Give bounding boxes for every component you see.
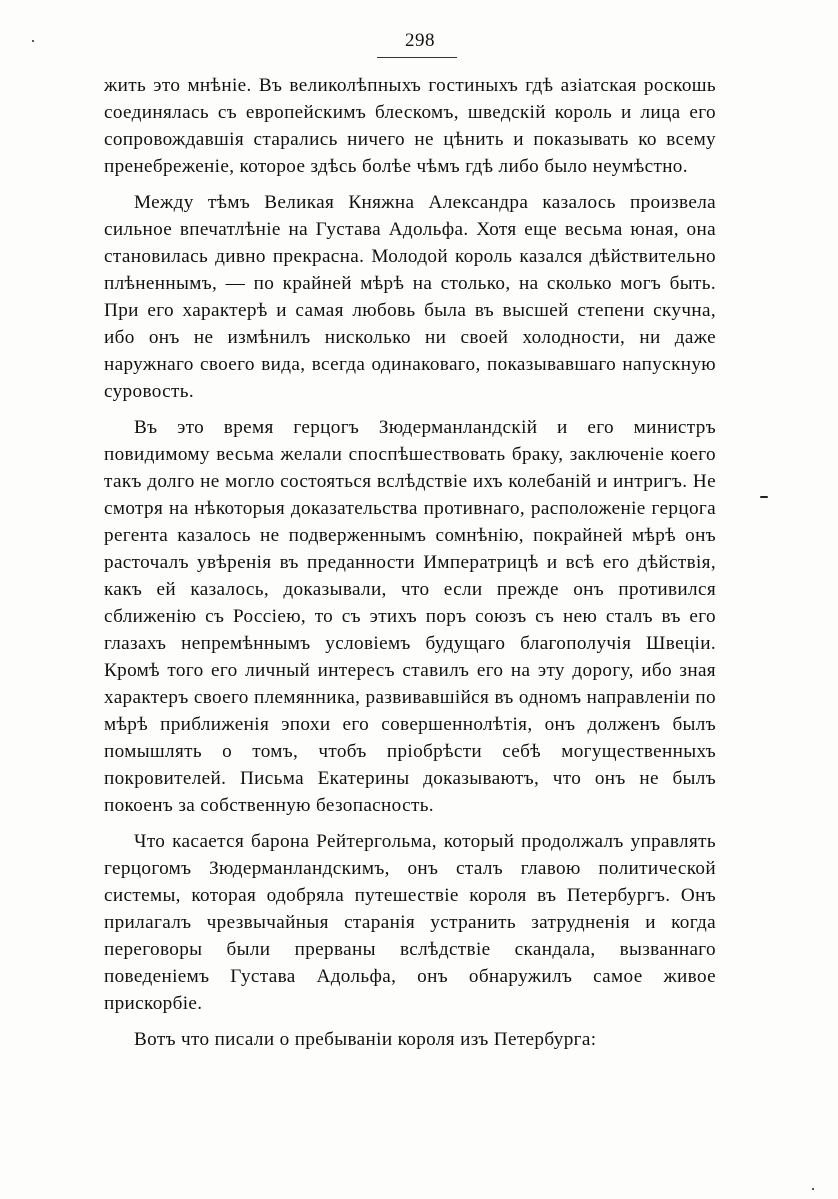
paragraph-1: жить это мнѣніе. Въ великолѣпныхъ гостиныхъ гдѣ азіатская роскошь соединялась съ европейскимъ блескомъ, шведскій король и лица его сопровождавшія старались ничего не цѣнить и показывать ко всему пренебреженіе, которое здѣсь болѣе чѣмъ гдѣ либо было неумѣстно. [104,75,716,177]
body-text [104,72,716,1062]
scan-speck [812,1188,814,1190]
scan-speck [32,40,34,42]
page-number: 298 [405,30,435,51]
scan-speck [760,496,768,498]
paragraph-5: Вотъ что писали о пребываніи короля изъ Петербурга: [134,1029,597,1050]
paragraph-3: Въ это время герцогъ Зюдерманландскій и его министръ повидимому весьма желали споспѣшествовать браку, заключеніе коего такъ долго не могло состояться вслѣдствіе ихъ колебаній и интригъ. Не смотря на нѣкоторыя доказательства противнаго, расположеніе герцога регента казалось не подверженнымъ сомнѣнію, покрайней мѣрѣ онъ расточалъ увѣренія въ преданности Императрицѣ и всѣ его дѣйствія, какъ ей казалось, доказывали, что если прежде онъ противился сближенію съ Россіею, то съ этихъ поръ союзъ съ нею сталъ въ его глазахъ непремѣннымъ условіемъ будущаго благополучія Швеціи. Кромѣ того его личный интересъ ставилъ его на эту дорогу, ибо зная характеръ своего племянника, развивавшійся въ одномъ направленіи по мѣрѣ приближенія эпохи его совершеннолѣтія, онъ долженъ былъ помышлять о томъ, чтобъ пріобрѣсти себѣ могущественныхъ покровителей. Письма Екатерины доказываютъ, что онъ не былъ покоенъ за собственную безопасность. [104,417,716,816]
paragraph-4: Что касается барона Рейтергольма, который продолжалъ управлять герцогомъ Зюдерманландскимъ, онъ сталъ главою политической системы, которая одобряла путешествіе короля въ Петербургъ. Онъ прилагалъ чрезвычайныя старанія устранить затрудненія и когда переговоры были прерваны вслѣдствіе скандала, вызваннаго поведеніемъ Густава Адольфа, онъ обнаружилъ самое живое прискорбіе. [104,831,716,1014]
header-rule [377,57,457,58]
paragraph-2: Между тѣмъ Великая Княжна Александра казалось произвела сильное впечатлѣніе на Густава Адольфа. Хотя еще весьма юная, она становилась дивно прекрасна. Молодой король казался дѣйствительно плѣненнымъ, — по крайней мѣрѣ на столько, на сколько могъ быть. При его характерѣ и самая любовь была въ высшей степени скучна, ибо онъ не измѣнилъ нисколько ни своей холодности, ни даже наружнаго своего вида, всегда одинаковаго, показывавшаго напускную суровость. [104,192,716,402]
